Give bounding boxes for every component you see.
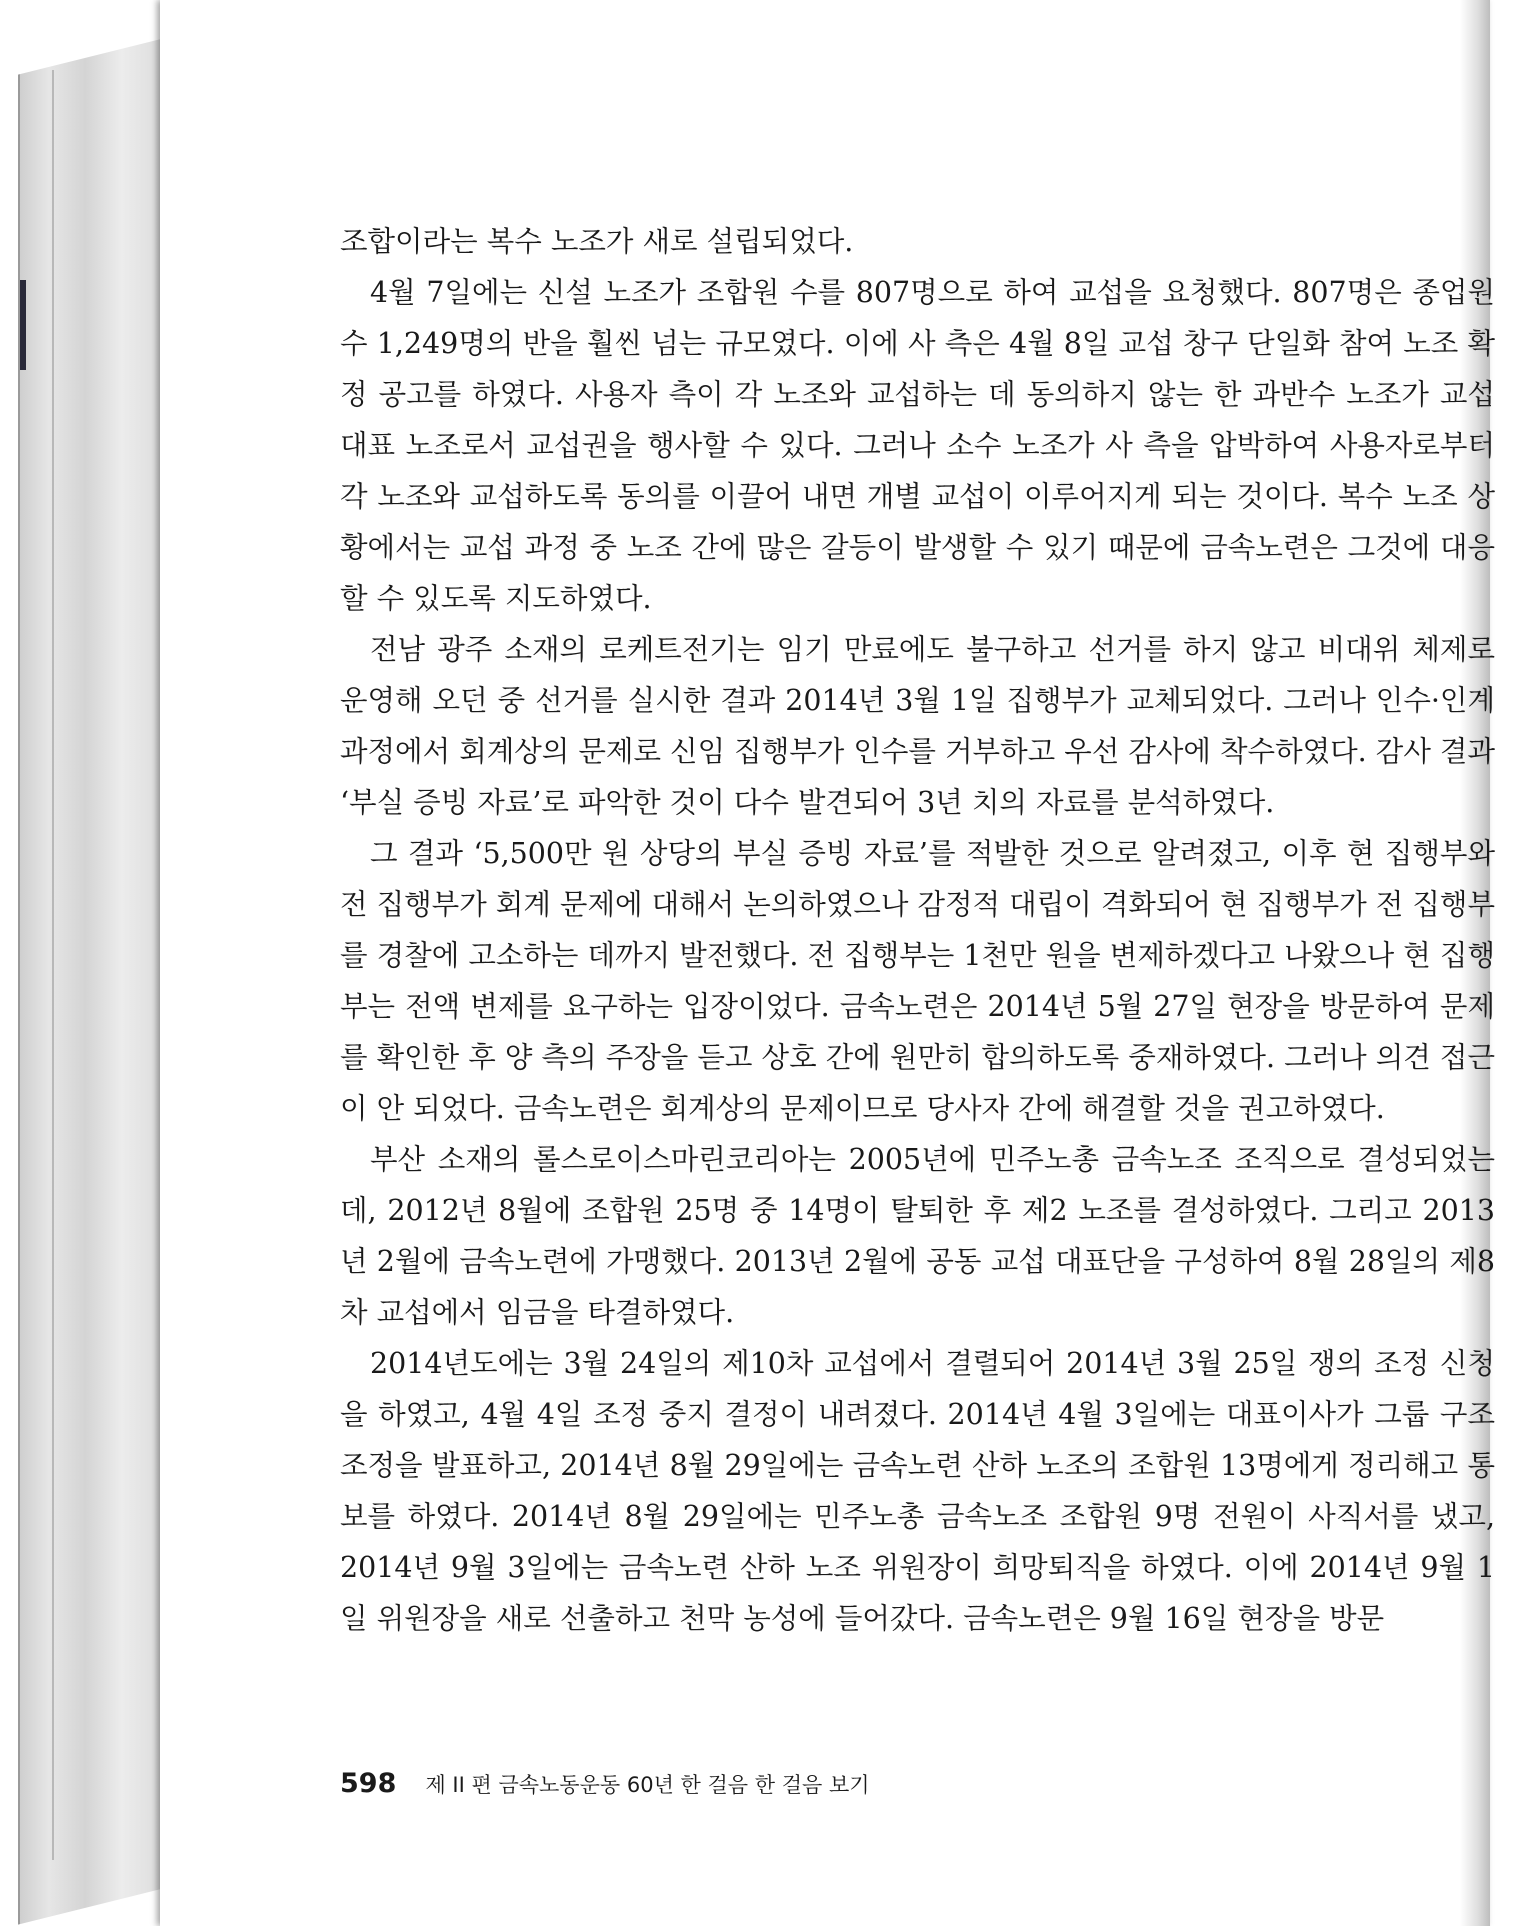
book-page (160, 0, 1495, 1926)
page-footer (340, 1768, 870, 1799)
running-title: 제 II 편 금속노동운동 60년 한 걸음 한 걸음 보기 (425, 1773, 870, 1797)
page-stack-edge (52, 70, 54, 1860)
bookmark-ribbon (20, 280, 26, 370)
paragraph: 그 결과 ‘5,500만 원 상당의 부실 증빙 자료’를 적발한 것으로 알려졌고, 이후 현 집행부와 전 집행부가 회계 문제에 대해서 논의하였으나 감정적 대립이 격화되어 현 집행부가 전 집행부를 경찰에 고소하는 데까지 발전했다. 전 집행부는 1천만 원을 변제하겠다고 나왔으나 현 집행부는 전액 변제를 요구하는 입장이었다. 금속노련은 2014년 5월 27일 현장을 방문하여 문제를 확인한 후 양 측의 주장을 듣고 상호 간에 원만히 합의하도록 중재하였다. 그러나 의견 접근이 안 되었다. 금속노련은 회계상의 문제이므로 당사자 간에 해결할 것을 권고하였다. (340, 837, 1495, 1125)
book-page-stack (18, 38, 165, 1925)
paragraph: 4월 7일에는 신설 노조가 조합원 수를 807명으로 하여 교섭을 요청했다. 807명은 종업원 수 1,249명의 반을 훨씬 넘는 규모였다. 이에 사 측은 4월 8일 교섭 창구 단일화 참여 노조 확정 공고를 하였다. 사용자 측이 각 노조와 교섭하는 데 동의하지 않는 한 과반수 노조가 교섭 대표 노조로서 교섭권을 행사할 수 있다. 그러나 소수 노조가 사 측을 압박하여 사용자로부터 각 노조와 교섭하도록 동의를 이끌어 내면 개별 교섭이 이루어지게 되는 것이다. 복수 노조 상황에서는 교섭 과정 중 노조 간에 많은 갈등이 발생할 수 있기 때문에 금속노련은 그것에 대응할 수 있도록 지도하였다. (340, 276, 1495, 615)
paragraph: 2014년도에는 3월 24일의 제10차 교섭에서 결렬되어 2014년 3월 25일 쟁의 조정 신청을 하였고, 4월 4일 조정 중지 결정이 내려졌다. 2014년 4월 3일에는 대표이사가 그룹 구조조정을 발표하고, 2014년 8월 29일에는 금속노련 산하 노조의 조합원 13명에게 정리해고 통보를 하였다. 2014년 8월 29일에는 민주노총 금속노조 조합원 9명 전원이 사직서를 냈고, 2014년 9월 3일에는 금속노련 산하 노조 위원장이 희망퇴직을 하였다. 이에 2014년 9월 1일 위원장을 새로 선출하고 천막 농성에 들어갔다. 금속노련은 9월 16일 현장을 방문 (340, 1347, 1495, 1635)
paragraph: 조합이라는 복수 노조가 새로 설립되었다. (340, 225, 854, 258)
paragraph: 전남 광주 소재의 로케트전기는 임기 만료에도 불구하고 선거를 하지 않고 비대위 체제로 운영해 오던 중 선거를 실시한 결과 2014년 3월 1일 집행부가 교체되었다. 그러나 인수·인계 과정에서 회계상의 문제로 신임 집행부가 인수를 거부하고 우선 감사에 착수하였다. 감사 결과 ‘부실 증빙 자료’로 파악한 것이 다수 발견되어 3년 치의 자료를 분석하였다. (340, 633, 1495, 819)
page-number: 598 (340, 1768, 397, 1799)
body-text (340, 216, 1495, 1644)
paragraph: 부산 소재의 롤스로이스마린코리아는 2005년에 민주노총 금속노조 조직으로 결성되었는데, 2012년 8월에 조합원 25명 중 14명이 탈퇴한 후 제2 노조를 결성하였다. 그리고 2013년 2월에 금속노련에 가맹했다. 2013년 2월에 공동 교섭 대표단을 구성하여 8월 28일의 제8차 교섭에서 임금을 타결하였다. (340, 1143, 1495, 1329)
